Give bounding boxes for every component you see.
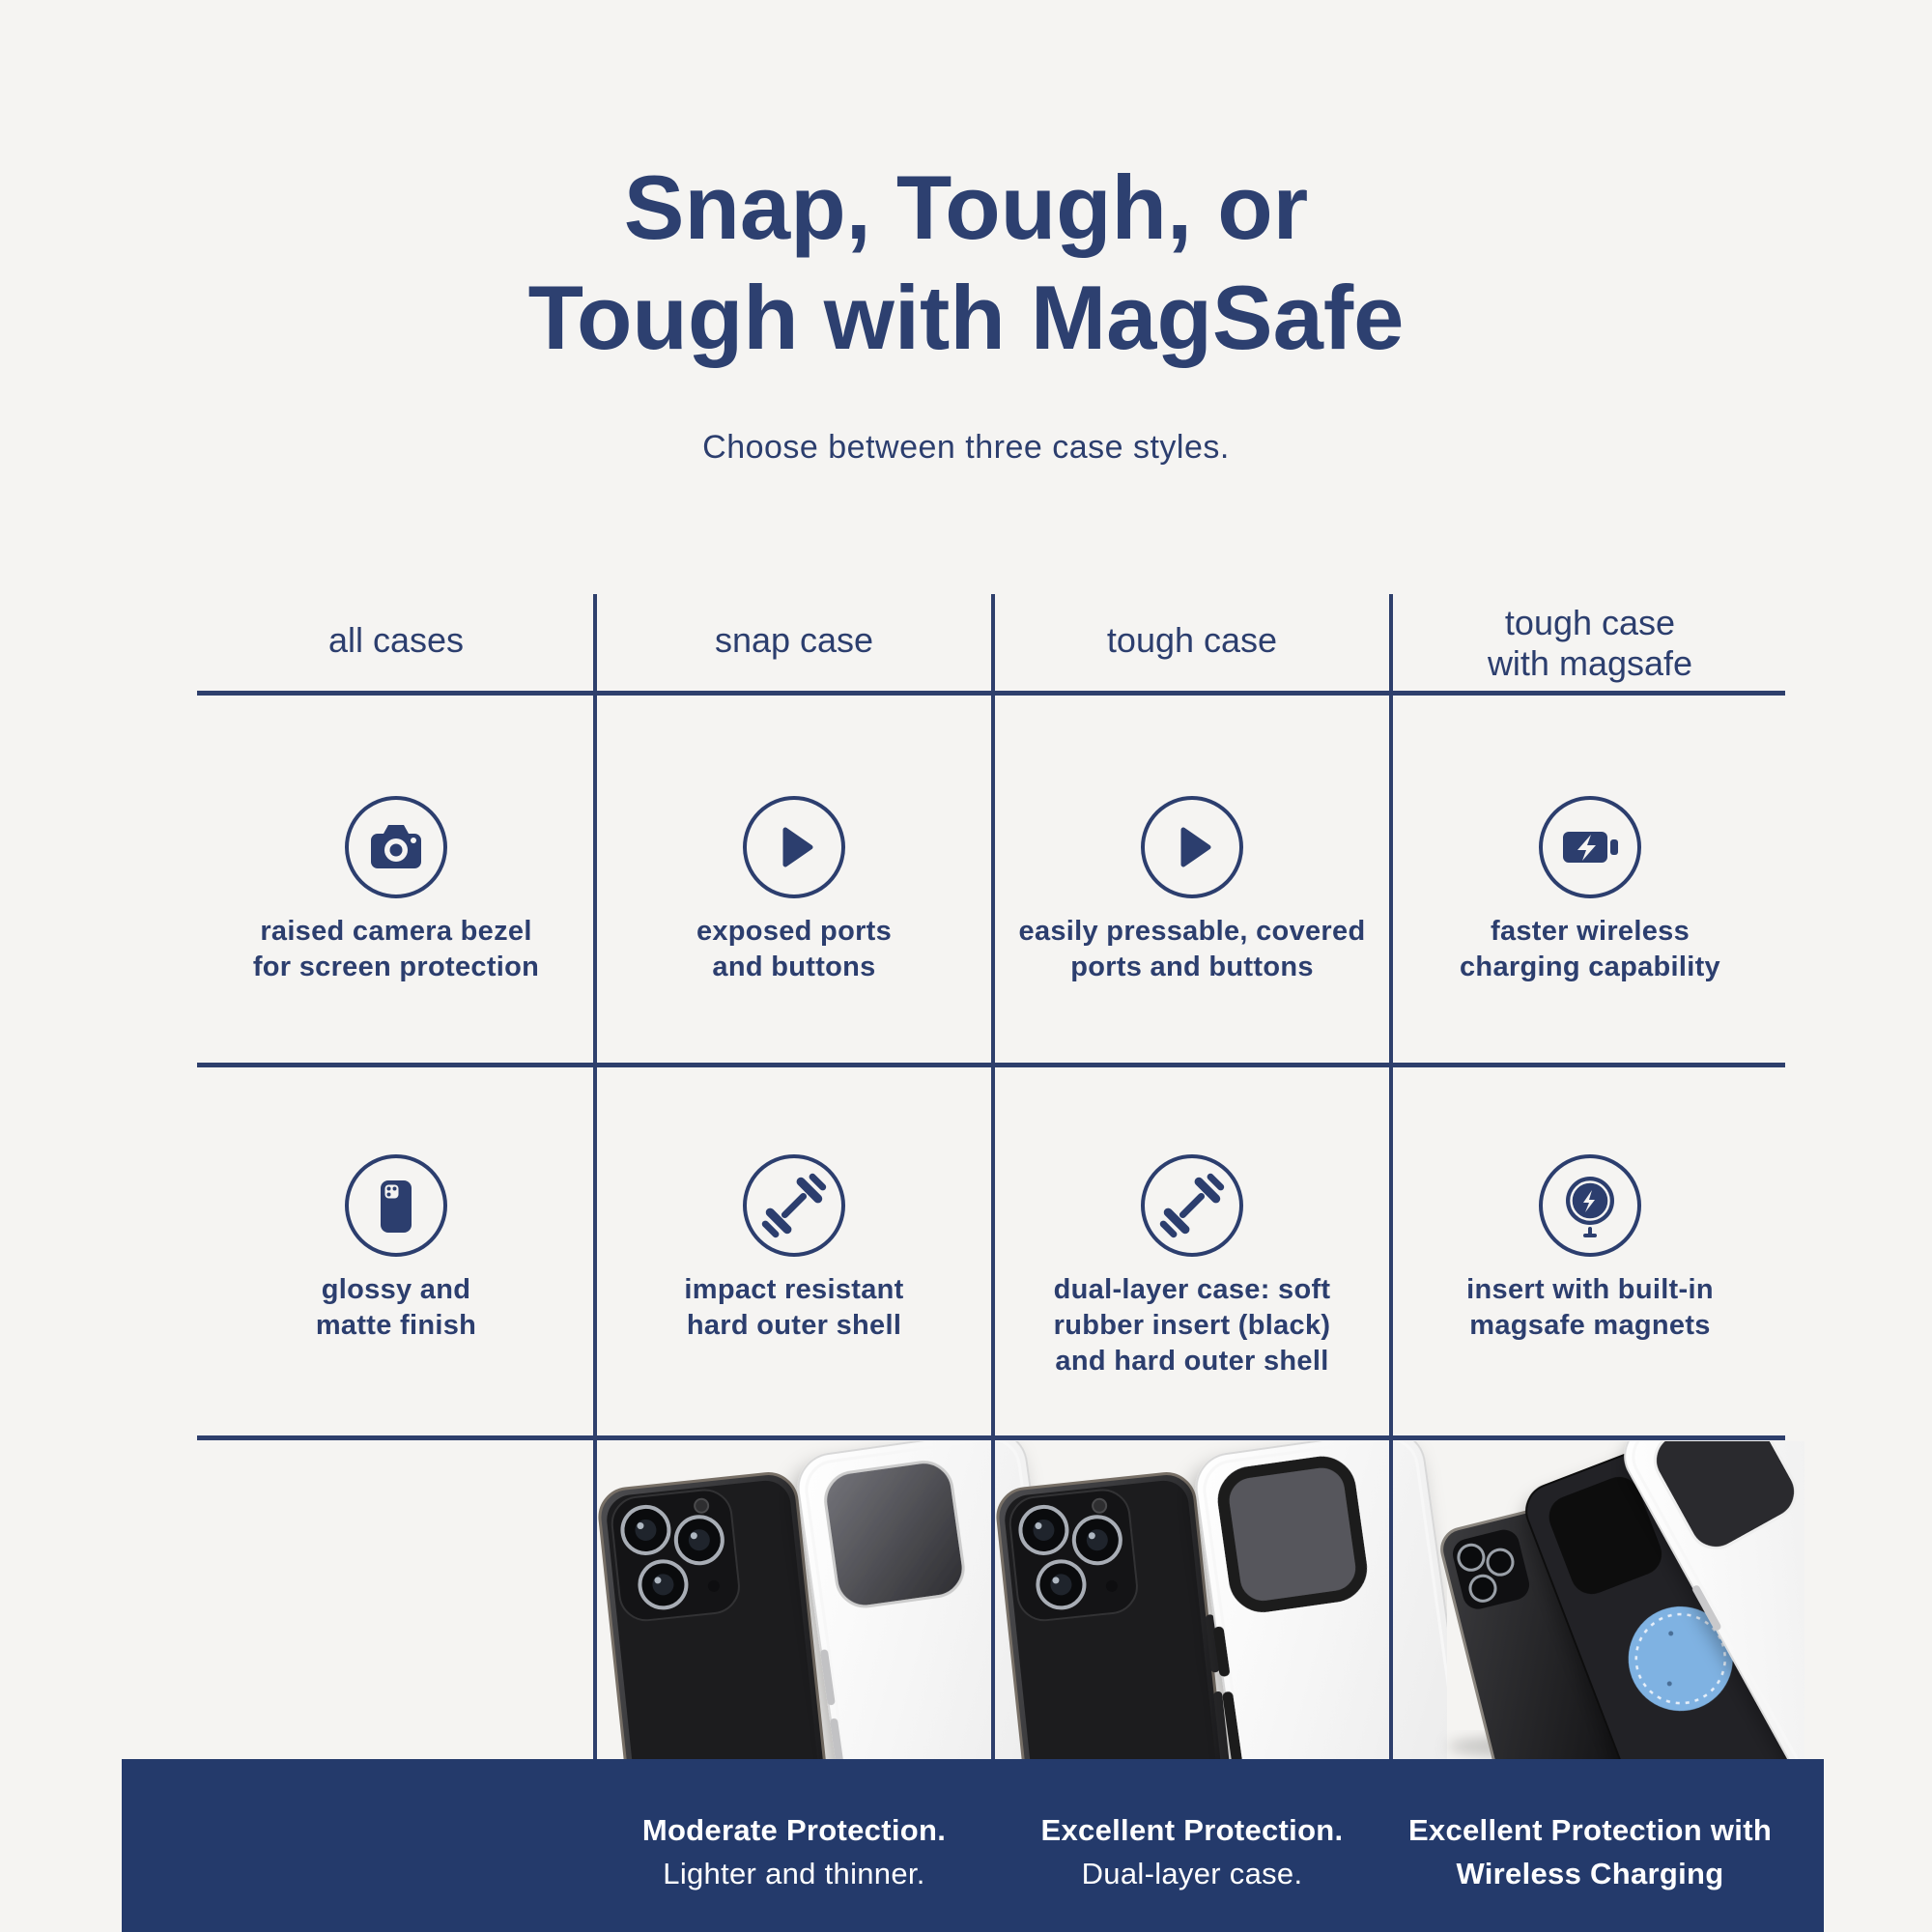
tough-case-photo [945,1441,1447,1764]
column-header-tough-case: tough case [1106,620,1278,660]
column-header-tough-case-magsafe: tough case with magsafe [1487,603,1693,683]
page-title: Snap, Tough, or Tough with MagSafe [527,156,1405,368]
feature-caption: dual-layer case: soft rubber insert (black) and hard outer shell [1053,1274,1331,1377]
column-header-snap-case: snap case [714,620,874,660]
play-icon [741,794,847,900]
phone-case-icon [343,1152,449,1259]
feature-caption: insert with built-in magsafe magnets [1466,1274,1714,1341]
dumbbell-icon [741,1152,847,1259]
footer-note-tough-case: Excellent Protection. Dual-layer case. [1040,1813,1344,1890]
feature-caption: easily pressable, covered ports and buttons [1018,916,1366,982]
feature-exposed-ports [595,794,993,985]
feature-dual-layer [993,1152,1391,1379]
feature-caption: faster wireless charging capability [1460,916,1720,982]
feature-impact-resistant [595,1152,993,1344]
footer-note-tough-case-magsafe: Excellent Protection with Wireless Charging [1407,1813,1773,1890]
dumbbell-icon [1139,1152,1245,1259]
battery-charging-icon [1537,794,1643,900]
feature-magsafe-magnets [1391,1152,1789,1344]
feature-finish [197,1152,595,1344]
column-header-all-cases: all cases [327,620,465,660]
footer-bar [122,1759,1824,1932]
page-subtitle: Choose between three case styles. [702,429,1230,466]
feature-caption: glossy and matte finish [315,1274,477,1341]
magsafe-case-stack-photo [1399,1441,1804,1764]
feature-caption: impact resistant hard outer shell [684,1274,904,1341]
feature-caption: exposed ports and buttons [696,916,893,982]
play-icon [1139,794,1245,900]
feature-camera-bezel [197,794,595,985]
footer-note-snap-case: Moderate Protection. Lighter and thinner. [641,1813,947,1890]
feature-pressable-ports [993,794,1391,985]
magsafe-charger-icon [1537,1152,1643,1259]
feature-wireless-charging [1391,794,1789,985]
camera-icon [343,794,449,900]
feature-caption: raised camera bezel for screen protection [252,916,540,982]
